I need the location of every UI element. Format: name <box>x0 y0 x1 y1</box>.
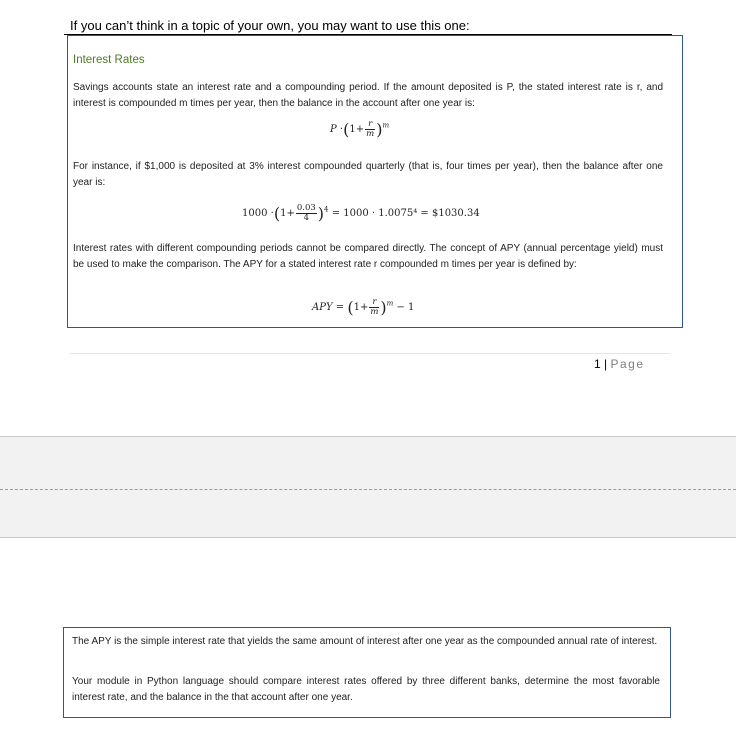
formula-dot: · <box>270 208 274 219</box>
paragraph-apy-definition: The APY is the simple interest rate that yields the same amount of interest after one year as the compounded annual rate of interest. <box>72 636 658 647</box>
formula-tail: − 1 <box>396 302 415 313</box>
formula-numerator: r <box>369 298 379 308</box>
formula-plus: + <box>355 124 365 135</box>
formula-equals: = <box>335 302 345 313</box>
paragraph-apy: Interest rates with different compounding periods cannot be compared directly. The concept of APY (annual percentage yield) must be used to make the comparison. The APY for a stated interest rate r compounded m times per year is defined by: <box>73 243 663 270</box>
formula-one: 1 <box>353 302 360 313</box>
footer-divider <box>70 353 670 354</box>
page-gap <box>0 436 736 538</box>
formula-numerator: 0.03 <box>296 203 316 213</box>
section-title: Interest Rates <box>73 54 145 66</box>
formula-numerator: r <box>365 120 375 130</box>
page-number <box>594 357 645 371</box>
formula-fraction <box>369 298 379 317</box>
paragraph-balance: Savings accounts state an interest rate and a compounding period. If the amount deposited is P, the stated interest rate is r, and interest is compounded m times per year, then the balance in the account after one year is: <box>73 82 663 109</box>
formula-fraction <box>296 204 317 223</box>
formula-apy: APY = (1+ $\frac{r}{m}$ )$^m$ − 1 <box>312 297 415 317</box>
formula-var: P <box>330 124 337 135</box>
page-number-value: 1 <box>594 357 601 371</box>
formula-exponent: m <box>386 299 394 308</box>
topic-box <box>67 35 683 328</box>
page-break-line <box>0 489 736 490</box>
formula-denominator: m <box>370 307 379 317</box>
formula-exponent: m <box>382 121 390 130</box>
paragraph-example: For instance, if $1,000 is deposited at 3% interest compounded quarterly (that is, four times per year), then the balance after one year is: <box>73 161 663 188</box>
formula-denominator: 4 <box>303 213 310 223</box>
formula-plus: + <box>286 208 295 219</box>
formula-plus: + <box>359 302 369 313</box>
formula-fraction <box>365 120 375 139</box>
formula-balance: P ·(1+ $\frac{r}{m}$ )$^m$ <box>330 119 390 139</box>
continuation-box <box>63 627 671 718</box>
intro-text: If you can’t think in a topic of your own, you may want to use this one: <box>70 18 470 33</box>
formula-denominator: m <box>366 129 375 139</box>
page-label: Page <box>610 357 645 371</box>
formula-dot: · <box>339 124 344 135</box>
formula-one: 1 <box>280 208 287 219</box>
formula-lead: 1000 <box>242 208 268 219</box>
paragraph-task: Your module in Python language should compare interest rates offered by three different banks, determine the most favorable interest rate, and the balance in the that account after one year. <box>72 676 660 703</box>
formula-lhs: APY <box>312 302 333 313</box>
formula-example: 1000 ·(1+ $\frac{0.03}{4}$ )$^4$ = 1000 · 1.0075⁴ = $1030.34 <box>242 203 480 223</box>
page-separator: | <box>604 357 608 371</box>
formula-one: 1 <box>349 124 356 135</box>
formula-exponent: 4 <box>324 205 329 214</box>
formula-result: = 1000 · 1.0075⁴ = $1030.34 <box>331 208 480 219</box>
